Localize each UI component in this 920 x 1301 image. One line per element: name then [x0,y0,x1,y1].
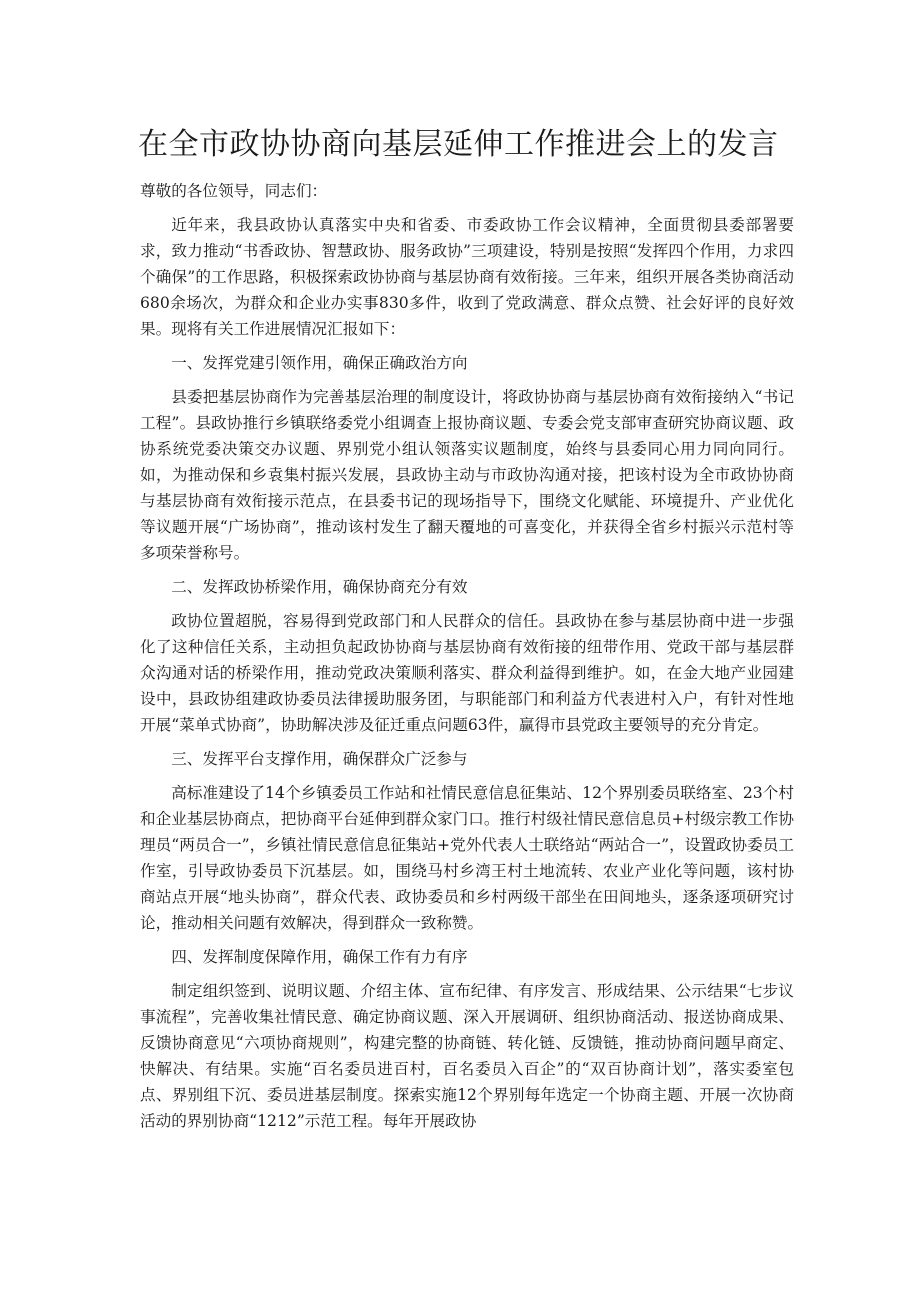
section-heading-4: 四、发挥制度保障作用，确保工作有力有序 [171,948,468,966]
intro-paragraph: 近年来，我县政协认真落实中央和省委、市委政协工作会议精神，全面贯彻县委部署要求，致力推动“书香政协、智慧政协、服务政协”三项建设，特别是按照“发挥四个作用，力求四个确保”的工作思路，积极探索政协协商与基层协商有效衔接。三年来，组织开展各类协商活动680余场次，为群众和企业办实事830多件，收到了党政满意、群众点赞、社会好评的良好效果。现将有关工作进展情况汇报如下： [140,216,794,338]
salutation: 尊敬的各位领导，同志们： [140,182,328,200]
section-heading-2: 二、发挥政协桥梁作用，确保协商充分有效 [171,578,468,596]
section-heading-1: 一、发挥党建引领作用，确保正确政治方向 [171,354,468,372]
section-heading-3: 三、发挥平台支撑作用，确保群众广泛参与 [171,750,468,768]
section-body-1: 县委把基层协商作为完善基层治理的制度设计，将政协协商与基层协商有效衔接纳入“书记工程”。县政协推行乡镇联络委党小组调查上报协商议题、专委会党支部审查研究协商议题、政协系统党委决策交办议题、界别党小组认领落实议题制度，始终与县委同心用力同向同行。如，为推动保和乡袁集村振兴发展，县政协主动与市政协沟通对接，把该村设为全市政协协商与基层协商有效衔接示范点，在县委书记的现场指导下，围绕文化赋能、环境提升、产业优化等议题开展“广场协商”，推动该村发生了翻天覆地的可喜变化，并获得全省乡村振兴示范村等多项荣誉称号。 [140,388,794,562]
document-title: 在全市政协协商向基层延伸工作推进会上的发言 [138,127,779,162]
section-body-4: 制定组织签到、说明议题、介绍主体、宣布纪律、有序发言、形成结果、公示结果“七步议事流程”，完善收集社情民意、确定协商议题、深入开展调研、组织协商活动、报送协商成果、反馈协商意见“六项协商规则”，构建完整的协商链、转化链、反馈链，推动协商问题早商定、快解决、有结果。实施“百名委员进百村，百名委员入百企”的“双百协商计划”，落实委室包点、界别组下沉、委员进基层制度。探索实施12个界别每年选定一个协商主题、开展一次协商活动的界别协商“1212”示范工程。每年开展政协 [140,982,794,1130]
section-body-2: 政协位置超脱，容易得到党政部门和人民群众的信任。县政协在参与基层协商中进一步强化了这种信任关系，主动担负起政协协商与基层协商有效衔接的纽带作用、党政干部与基层群众沟通对话的桥梁作用，推动党政决策顺利落实、群众利益得到维护。如，在金大地产业园建设中，县政协组建政协委员法律援助服务团，与职能部门和利益方代表进村入户，有针对性地开展“菜单式协商”，协助解决涉及征迁重点问题63件，赢得市县党政主要领导的充分肯定。 [140,612,794,734]
section-body-3: 高标准建设了14个乡镇委员工作站和社情民意信息征集站、12个界别委员联络室、23个村和企业基层协商点，把协商平台延伸到群众家门口。推行村级社情民意信息员+村级宗教工作协理员“两员合一”，乡镇社情民意信息征集站+党外代表人士联络站“两站合一”，设置政协委员工作室，引导政协委员下沉基层。如，围绕马村乡湾王村土地流转、农业产业化等问题，该村协商站点开展“地头协商”，群众代表、政协委员和乡村两级干部坐在田间地头，逐条逐项研究讨论，推动相关问题有效解决，得到群众一致称赞。 [140,784,794,932]
document-body [140,178,794,1142]
